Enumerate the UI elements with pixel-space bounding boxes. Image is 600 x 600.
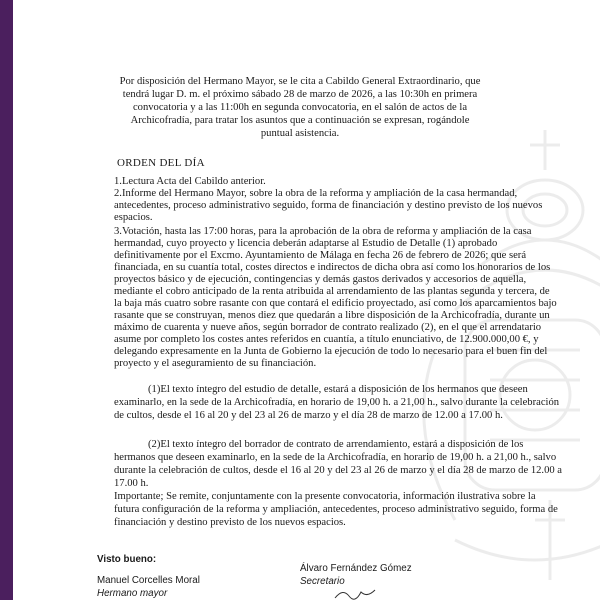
handwritten-signature bbox=[330, 586, 400, 600]
agenda-item-3-line: mediante el cobro anticipado de la renta atribuida al arrendamiento de las plantas segunda y tercera, de bbox=[114, 286, 550, 297]
agenda-title: ORDEN DEL DÍA bbox=[117, 157, 205, 169]
right-signatory-role: Secretario bbox=[300, 576, 345, 587]
agenda-item-3-line: rasante que se construyan, menos diez que quedarán a libre disposición de la Archicofradía, durante un bbox=[114, 310, 550, 321]
agenda-item-3-line: asume por completo los costes antes referidos en cuantía, a título enunciativo, de 12.900.000,00 €, y bbox=[114, 334, 539, 345]
agenda-item-2-line: 2.Informe del Hermano Mayor, sobre la obra de la reforma y ampliación de la casa hermandad, bbox=[114, 188, 518, 199]
intro-line: Por disposición del Hermano Mayor, se le cita a Cabildo General Extraordinario, que bbox=[119, 76, 481, 87]
note-2-line: durante la celebración de cultos, desde el 16 al 20 y del 23 al 26 de marzo y el día 28 de marzo de 12.00 a bbox=[114, 465, 563, 476]
agenda-item-2-line: antecedentes, proceso administrativo seguido, forma de financiación y destino previsto de los nuevos bbox=[114, 200, 543, 211]
left-signatory-role: Hermano mayor bbox=[97, 588, 168, 599]
note-2-line: 17.00 h. bbox=[114, 478, 149, 489]
left-signatory-name: Manuel Corcelles Moral bbox=[97, 575, 200, 586]
agenda-item-3-line: delegando expresamente en la Junta de Gobierno la ejecución de todo lo necesario para el buen fin del bbox=[114, 346, 548, 357]
agenda-item-3-line: 3.Votación, hasta las 17:00 horas, para la aprobación de la obra de reforma y ampliación de la casa bbox=[114, 226, 532, 237]
note-2-line: (2)El texto íntegro del borrador de contrato de arrendamiento, estará a disposición de los bbox=[148, 439, 524, 450]
agenda-item-3-line: hermandad, cuyo proyecto y licencia deberán adaptarse al Estudio de Detalle (1) aprobado bbox=[114, 238, 498, 249]
note-2-line: hermanos que deseen examinarlo, en la sede de la Archicofradía, en horario de 19,00 h. a 21,00 h., salvo bbox=[114, 452, 557, 463]
note-1-line: examinarlo, en la sede de la Archicofradía, en horario de 19,00 h. a 21,00 h., salvo durante la celebración bbox=[114, 397, 560, 408]
intro-line: tendrá lugar D. m. el próximo sábado 28 de marzo de 2026, a las 10:30h en primera bbox=[122, 89, 478, 100]
important-line: Importante; Se remite, conjuntamente con la presente convocatoria, información ilustrativa sobre la bbox=[114, 491, 536, 502]
agenda-item-3-line: financiada, en su cuantía total, costes directos e indirectos de dicha obra así como los honorarios de los bbox=[114, 262, 551, 273]
intro-line: convocatoria y a las 11:00h en segunda convocatoria, en el salón de actos de la bbox=[132, 102, 468, 113]
agenda-item-3-line: definitivamente por el Excmo. Ayuntamiento de Málaga en fecha 26 de febrero de 2026; que será bbox=[114, 250, 527, 261]
note-1-line: de cultos, desde el 16 al 20 y del 23 al 26 de marzo y el día 28 de marzo de 12.00 a 17.00 h. bbox=[114, 410, 503, 421]
right-signatory-name: Álvaro Fernández Gómez bbox=[300, 563, 412, 574]
agenda-item-3-line: proyecto y el aseguramiento de su financiación. bbox=[114, 358, 317, 369]
important-line: financiación y destino previsto de los nuevos espacios. bbox=[114, 517, 346, 528]
agenda-item-1: 1.Lectura Acta del Cabildo anterior. bbox=[114, 176, 266, 187]
agenda-item-3-line: la baja más cuatro sobre rasante con que contará el edificio proyectado, así como los aparcamientos bajo bbox=[114, 298, 557, 309]
note-1-line: (1)El texto íntegro del estudio de detalle, estará a disposición de los hermanos que deseen bbox=[148, 384, 528, 395]
intro-line: Archicofradía, para tratar los asuntos que a continuación se expresan, rogándole bbox=[130, 115, 470, 126]
intro-line: puntual asistencia. bbox=[260, 128, 340, 139]
agenda-item-3-line: proyectos básico y de ejecución, contingencias y demás gastos derivados y accesorios de aquella, bbox=[114, 274, 527, 285]
important-line: futura configuración de la reforma y ampliación, antecedentes, proceso administrativo seguido, forma de bbox=[114, 504, 558, 515]
agenda-item-2-line: espacios. bbox=[114, 212, 153, 223]
visto-bueno-label: Visto bueno: bbox=[97, 554, 157, 565]
agenda-item-3-line: máximo de cuarenta y nueve años, según borrador de contrato realizado (2), en el que el arrendatario bbox=[114, 322, 542, 333]
